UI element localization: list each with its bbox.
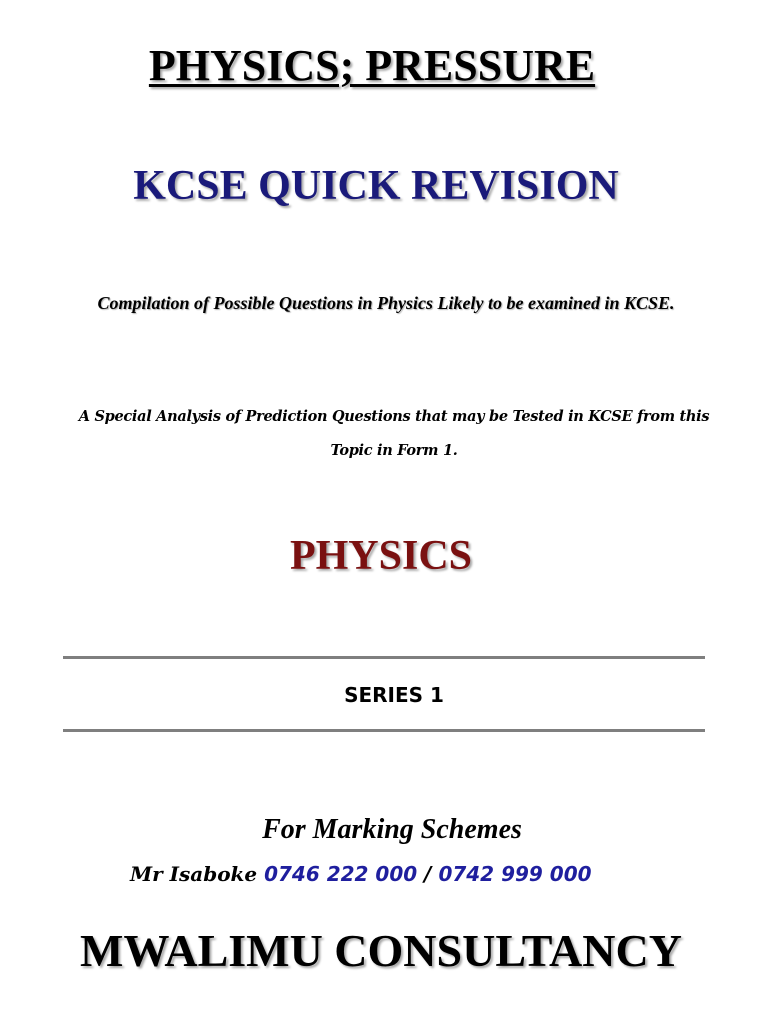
marking-schemes-heading: For Marking Schemes (262, 814, 522, 845)
analysis-text: A Special Analysis of Prediction Questions that may be Tested in KCSE from this Topic in Form 1. (78, 408, 710, 459)
phone-number-2: 0742 999 000 (438, 862, 592, 886)
page-subtitle: KCSE QUICK REVISION (133, 163, 619, 209)
subject-heading: PHYSICS (289, 533, 473, 579)
page-title: PHYSICS; PRESSURE (148, 41, 596, 90)
company-name: MWALIMU CONSULTANCY (80, 925, 682, 976)
divider-bottom (63, 729, 705, 732)
phone-separator: / (424, 862, 432, 886)
contact-name: Mr Isaboke (130, 862, 258, 886)
contact-line (130, 862, 592, 886)
compilation-text: Compilation of Possible Questions in Physics Likely to be examined in KCSE. (97, 293, 675, 313)
series-label: SERIES 1 (344, 683, 444, 707)
phone-number-1: 0746 222 000 (264, 862, 418, 886)
divider-top (63, 656, 705, 659)
